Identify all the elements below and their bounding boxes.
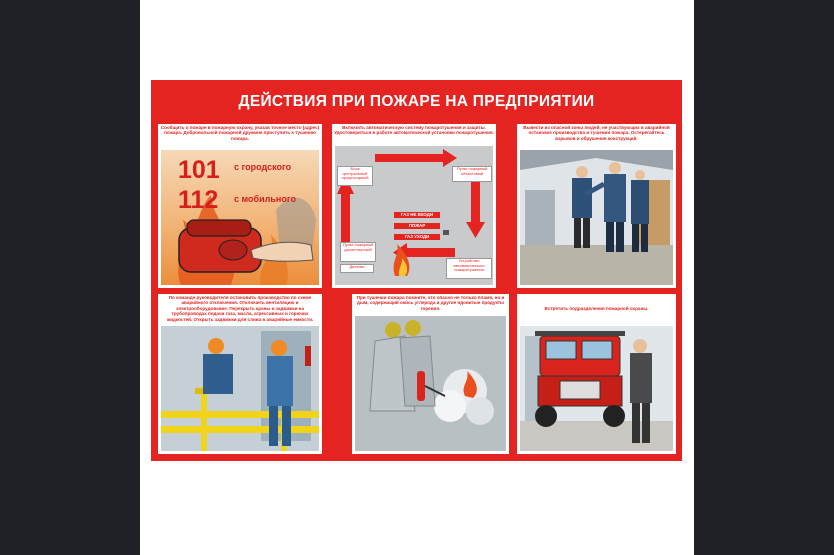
panel-caption: Включить автоматическую систему пожаротушения и защиты. Удостовериться в работе автоматической установки пожаротушения. [334, 125, 494, 136]
panel-meet-brigade [517, 294, 676, 454]
valve-workers-icon [161, 326, 319, 451]
firefighters-illustration [355, 316, 506, 451]
sensors-label: Датчики [340, 264, 374, 273]
valves-illustration [161, 326, 319, 451]
panel-caption: Вывести из опасной зоны людей, не участвующих в аварийной остановке производства и тушении пожара. Остерегайтесь взрывов и обрушения конструкций. [523, 125, 670, 141]
number-112: 112 [178, 186, 219, 214]
button-gas-leave: ГАЗ УХОДИ [394, 234, 440, 240]
panel-evacuate [517, 124, 676, 288]
poster-title: ДЕЙСТВИЯ ПРИ ПОЖАРЕ НА ПРЕДПРИЯТИИ [238, 93, 595, 110]
warehouse-illustration [520, 150, 673, 285]
block-central-processor: Блок центральный процессорный [337, 166, 373, 186]
panel-extinguish [352, 294, 509, 454]
evacuation-scene-icon [520, 150, 673, 285]
panel-call-fire-service [158, 124, 322, 288]
auto-extinguish-device: Устройство автоматического пожаротушения [446, 258, 492, 279]
remote-object: Пульт пожарный объектовый [452, 166, 492, 182]
panel-caption: Встретить подразделения пожарной охраны. [544, 306, 649, 311]
safety-poster [151, 80, 682, 461]
label-mobile: с мобильного [234, 194, 296, 204]
remote-dispatcher: Пульт пожарный диспетчерский [340, 242, 376, 262]
number-101: 101 [178, 156, 220, 184]
fire-truck-illustration [520, 326, 673, 451]
panel-caption: При тушении пожара помните, что опасно не только пламя, но и дым, содержащий окись углерода и другие ядовитые продукты горения. [356, 295, 505, 311]
button-gas-dont-enter: ГАЗ НЕ ВХОДИ [394, 212, 440, 218]
label-landline: с городского [234, 162, 292, 172]
panel-automatic-system [332, 124, 496, 288]
fire-truck-icon [520, 326, 673, 451]
extinguisher-scene-icon [355, 316, 506, 451]
panel-caption: Сообщить о пожаре в пожарную охрану, указав точное место (адрес) пожара. Добровольной пожарной дружине приступить к тушению пожара. [160, 125, 320, 141]
panel-caption: По команде руководителя остановить производство по схеме аварийного отключения. Отключить вентиляцию и электрооборудование. Перекрыть краны и задвижки на трубопроводах подачи газа, масла, агрессивных и горючих жидкостей. Открыть задвижки для слива в аварийные емкости. [166, 295, 314, 322]
panel-shutdown [158, 294, 322, 454]
button-fire: ПОЖАР [394, 223, 440, 229]
